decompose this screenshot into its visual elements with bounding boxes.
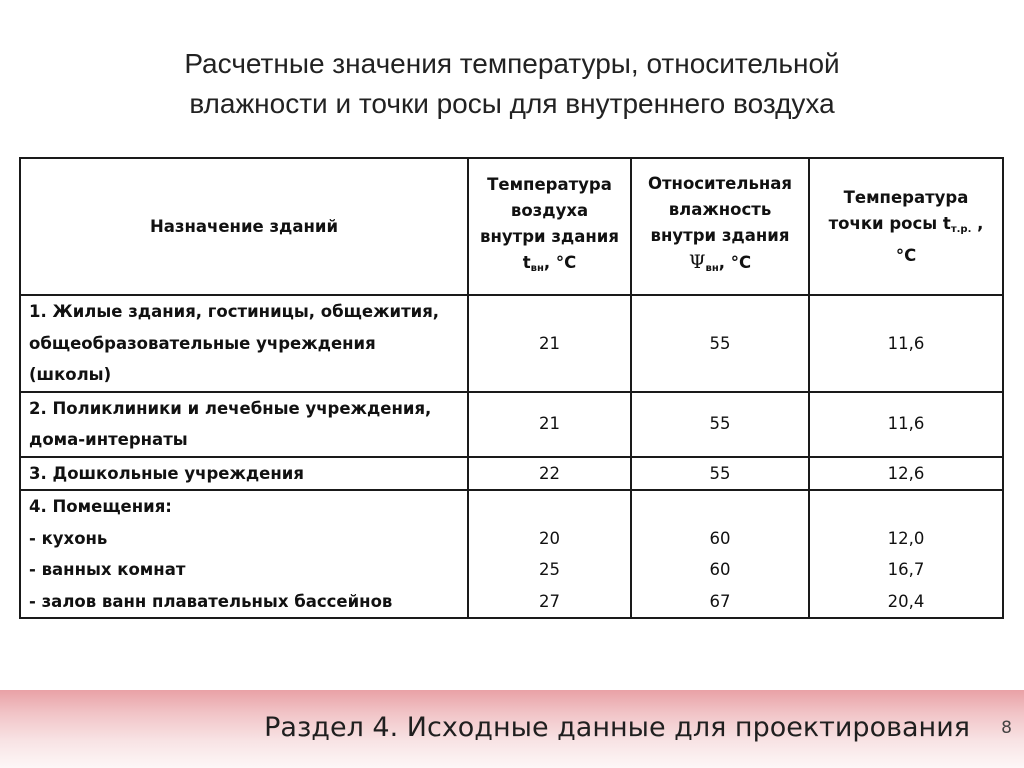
row-4-temp-pool: 27: [539, 591, 560, 611]
header-building-purpose: Назначение зданий: [20, 158, 468, 295]
table-row: [20, 457, 1003, 491]
section-title: Раздел 4. Исходные данные для проектирования: [264, 712, 970, 743]
row-1-name: [20, 295, 468, 392]
header-dew-point-subscript: т.р.: [950, 223, 972, 235]
table-row: [20, 490, 1003, 618]
row-4-name-line-1: 4. Помещения:: [29, 497, 172, 516]
row-4-temp-bathroom: 25: [539, 560, 560, 579]
row-4-humidity-kitchen: 60: [709, 528, 731, 548]
row-4-temp-kitchen: 20: [539, 528, 560, 548]
header-air-temperature-line-2: воздуха: [510, 200, 589, 220]
slide-title-line-2: влажности и точки росы для внутреннего воздуха: [189, 88, 835, 119]
header-relative-humidity-line-2: влажность: [668, 200, 772, 219]
row-4-name-line-4: - залов ванн плавательных бассейнов: [29, 591, 393, 611]
row-2-temp: 21: [468, 392, 631, 457]
row-2-dew: 11,6: [809, 392, 1003, 457]
row-1-name-line-1: 1. Жилые здания, гостиницы, общежития,: [29, 302, 440, 321]
page-number: 8: [1001, 718, 1012, 738]
row-2-name: [20, 392, 468, 457]
row-1-temp: 21: [468, 295, 631, 392]
header-air-temperature-symbol: t: [522, 252, 531, 272]
header-dew-point: [809, 158, 1003, 295]
header-air-temperature-unit: , °С: [543, 252, 577, 272]
row-4-humidity-pool: 67: [709, 591, 731, 611]
header-air-temperature-line-1: Температура: [487, 174, 612, 194]
slide-title-line-1: Расчетные значения температуры, относительной: [184, 48, 840, 79]
header-relative-humidity-unit: , °С: [718, 253, 752, 272]
footer-band: [0, 690, 1024, 768]
row-2-name-line-2: дома-интернаты: [29, 430, 188, 449]
row-4-humidity-bathroom: 60: [709, 560, 731, 579]
row-4-dew-kitchen: 12,0: [887, 528, 925, 548]
row-4-dew-bathroom: 16,7: [887, 560, 925, 579]
table-header-row: [20, 158, 1003, 295]
header-dew-point-prefix: точки росы t: [828, 213, 951, 233]
row-4-temps: [468, 490, 631, 618]
header-dew-point-suffix: ,: [971, 213, 984, 233]
row-1-dew: 11,6: [809, 295, 1003, 392]
data-table: [19, 157, 1004, 619]
row-3-name: [20, 457, 468, 491]
row-3-temp: 22: [468, 457, 631, 491]
row-4-humidities: [631, 490, 809, 618]
row-1-name-line-2: общеобразовательные учреждения: [29, 333, 376, 353]
table-row: [20, 295, 1003, 392]
header-dew-point-unit: °С: [895, 245, 917, 265]
row-4-name-line-3: - ванных комнат: [29, 560, 186, 579]
psi-symbol: Ψ: [688, 251, 706, 273]
header-air-temperature-line-3: внутри здания: [480, 226, 619, 246]
header-relative-humidity-line-3: внутри здания: [650, 226, 790, 245]
row-1-name-line-3: (школы): [29, 365, 112, 384]
table-row: [20, 392, 1003, 457]
header-air-temperature: [468, 158, 631, 295]
row-3-dew: 12,6: [809, 457, 1003, 491]
header-relative-humidity-subscript: вн: [705, 263, 719, 274]
header-air-temperature-subscript: вн: [530, 262, 544, 274]
row-3-humidity: 55: [631, 457, 809, 491]
header-relative-humidity: [631, 158, 809, 295]
row-4-dew-pool: 20,4: [887, 591, 925, 611]
row-1-humidity: 55: [631, 295, 809, 392]
row-4-dews: [809, 490, 1003, 618]
slide-title: [0, 44, 1024, 124]
header-relative-humidity-line-1: Относительная: [647, 174, 793, 193]
row-4-name-line-2: - кухонь: [29, 528, 108, 548]
row-2-humidity: 55: [631, 392, 809, 457]
row-2-name-line-1: 2. Поликлиники и лечебные учреждения,: [29, 398, 432, 418]
header-dew-point-line-1: Температура: [843, 187, 969, 207]
row-3-name-line-1: 3. Дошкольные учреждения: [29, 463, 304, 483]
row-4-name: [20, 490, 468, 618]
